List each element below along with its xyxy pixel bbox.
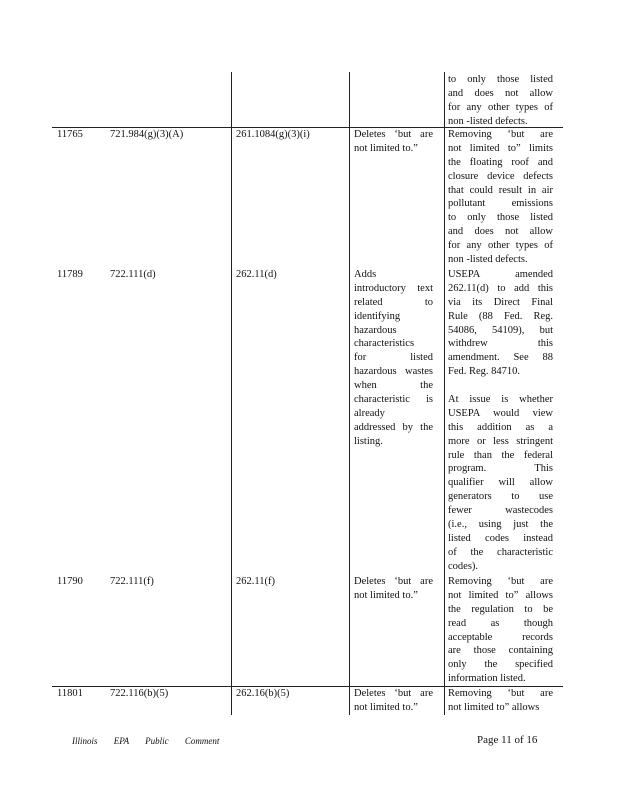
comment-text-line: for any other types of: [448, 240, 553, 252]
comment-text-line: USEPA would view: [448, 407, 553, 419]
change-description-line: Deletes ‘but are: [354, 576, 433, 587]
comment-text-line: via its Direct Final: [448, 296, 553, 308]
change-description: [354, 575, 433, 603]
change-description-line: not limited to.”: [354, 589, 418, 601]
page-number: Page 11 of 16: [477, 734, 538, 746]
comment-text: [448, 687, 553, 715]
comment-text-line: USEPA amended: [448, 269, 553, 280]
comment-text-line: 262.11(d) to add this: [448, 282, 553, 294]
comment-text-line: of the characteristic: [448, 546, 553, 558]
column-divider: [231, 72, 232, 715]
row-id: 11801: [57, 688, 83, 699]
change-description-line: when the: [354, 380, 433, 392]
comment-text-line: for any other types of: [448, 101, 553, 113]
change-description-line: for listed: [354, 352, 433, 364]
change-description: [354, 687, 433, 715]
column-divider: [444, 72, 445, 715]
comment-text: [448, 128, 553, 267]
column-divider: [349, 72, 350, 715]
comment-text-line: At issue is whether: [448, 394, 553, 406]
change-description-line: listing.: [354, 435, 383, 447]
row-id: 11789: [57, 269, 83, 280]
comment-text-line: to only those listed: [448, 212, 553, 224]
comment-text-line: Removing ‘but are: [448, 576, 553, 587]
comment-text-line: pollutant emissions: [448, 198, 553, 210]
change-description-line: hazardous wastes: [354, 366, 433, 378]
comment-text-line: rule than the federal: [448, 449, 553, 461]
comment-text: [448, 575, 553, 686]
comment-text-line: non -listed defects.: [448, 254, 528, 266]
change-description: [354, 128, 433, 156]
il-section: 721.984(g)(3)(A): [110, 129, 184, 140]
comment-text-line: amendment. See 88: [448, 352, 553, 364]
comment-text: [448, 268, 553, 574]
il-section: 722.111(d): [110, 269, 156, 280]
change-description-line: not limited to.”: [354, 701, 418, 713]
cfr-section: 262.11(d): [236, 269, 277, 280]
change-description-line: hazardous: [354, 324, 397, 336]
cfr-section: 261.1084(g)(3)(i): [236, 129, 310, 140]
comment-text-line: qualifier will allow: [448, 477, 553, 489]
change-description-line: not limited to.”: [354, 142, 418, 154]
comment-text-line: (i.e., using just the: [448, 519, 553, 531]
comment-text-line: Removing ‘but are: [448, 129, 553, 140]
comment-text-line: information listed.: [448, 673, 526, 685]
comment-text-line: not limited to” allows: [448, 589, 553, 601]
change-description-line: related to: [354, 296, 433, 308]
change-description-line: addressed by the: [354, 421, 433, 433]
comment-text-line: acceptable records: [448, 631, 553, 643]
comment-text-line: program. This: [448, 463, 553, 475]
comment-text-line: not limited to” allows: [448, 701, 540, 713]
il-section: 722.111(f): [110, 576, 154, 587]
comment-text-line: Fed. Reg. 84710.: [448, 366, 521, 378]
cfr-section: 262.16(b)(5): [236, 688, 290, 699]
row-id: 11790: [57, 576, 83, 587]
row-id: 11765: [57, 129, 83, 140]
change-description-line: introductory text: [354, 282, 433, 294]
comment-text: [448, 73, 553, 129]
comment-text-line: only the specified: [448, 659, 553, 671]
change-description-line: characteristic is: [354, 394, 433, 406]
comment-text-line: fewer wastecodes: [448, 505, 553, 517]
comment-text-line: that could result in air: [448, 184, 553, 196]
comment-text-line: not limited to” limits: [448, 142, 553, 154]
comment-text-line: [448, 379, 553, 393]
footer-source: Illinois EPA Public Comment: [72, 736, 220, 746]
change-description-line: Adds: [354, 269, 377, 280]
comment-text-line: non -listed defects.: [448, 115, 528, 127]
comment-text-line: and does not allow: [448, 87, 553, 99]
comment-text-line: closure device defects: [448, 170, 553, 182]
comment-text-line: Removing ‘but are: [448, 688, 553, 699]
change-description: [354, 268, 433, 449]
change-description-line: Deletes ‘but are: [354, 688, 433, 699]
cfr-section: 262.11(f): [236, 576, 275, 587]
comment-text-line: this addition as a: [448, 421, 553, 433]
comment-text-line: read as though: [448, 617, 553, 629]
comment-text-line: are those containing: [448, 645, 553, 657]
comment-text-line: 54086, 54109), but: [448, 324, 553, 336]
comment-text-line: the floating roof and: [448, 156, 553, 168]
il-section: 722.116(b)(5): [110, 688, 169, 699]
change-description-line: characteristics: [354, 338, 415, 350]
change-description-line: identifying: [354, 310, 401, 322]
comment-text-line: withdrew this: [448, 338, 553, 350]
comment-text-line: codes).: [448, 560, 479, 572]
change-description-line: Deletes ‘but are: [354, 129, 433, 140]
change-description-line: already: [354, 407, 385, 419]
comment-text-line: the regulation to be: [448, 603, 553, 615]
comment-text-line: to only those listed: [448, 74, 553, 85]
comment-text-line: and does not allow: [448, 226, 553, 238]
comment-text-line: more or less stringent: [448, 435, 553, 447]
comment-text-line: generators to use: [448, 491, 553, 503]
comment-text-line: listed codes instead: [448, 532, 553, 544]
comment-text-line: Rule (88 Fed. Reg.: [448, 310, 553, 322]
